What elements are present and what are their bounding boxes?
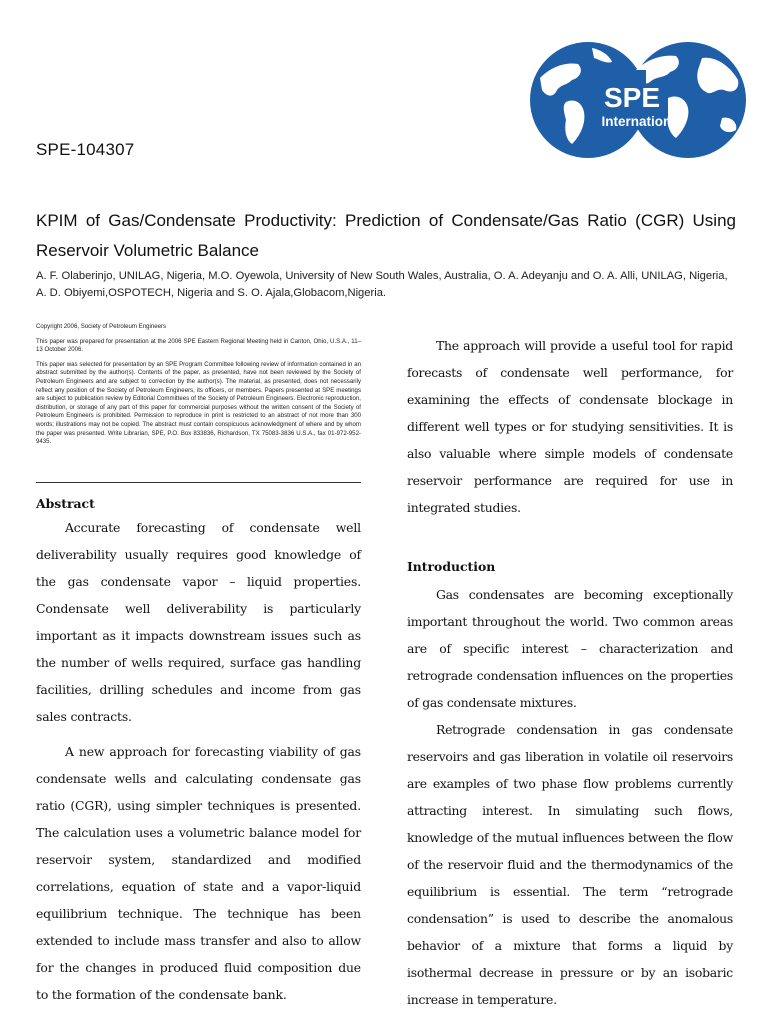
logo-international-text: International xyxy=(601,114,683,129)
abstract-paragraph-3: The approach will provide a useful tool for rapid forecasts of condensate well performance, for examining the effects of condensate blockage in different well types or for studying sensitivities. It is also valuable where simple models of condensate reservoir performance are required for use in integrated studies. xyxy=(407,338,733,515)
globe-logo-icon xyxy=(526,40,750,158)
abstract-paragraph-2: A new approach for forecasting viability of gas condensate wells and calculating condensate gas ratio (CGR), using simpler techniques is presented. The calculation uses a volumetric balance model for reservoir system, standardized and modified correlations, equation of state and a vapor-liquid equilibrium technique. The technique has been extended to include mass transfer and also to allow for the changes in produced fluid composition due to the formation of the condensate bank. xyxy=(36,744,361,1002)
logo-spe-text: SPE xyxy=(603,82,661,113)
spe-international-logo xyxy=(526,40,750,158)
copyright-divider xyxy=(36,482,361,483)
paper-authors: A. F. Olaberinjo, UNILAG, Nigeria, M.O. Oyewola, University of New South Wales, Australia, O. A. Adeyanju and O. A. Alli, UNILAG, Nigeria, A. D. Obiyemi,OSPOTECH, Nigeria and S. O. Ajala,Globacom,Nigeria. xyxy=(36,270,728,299)
copyright-prepared-text: This paper was prepared for presentation at the 2006 SPE Eastern Regional Meeting held in Canton, Ohio, U.S.A., 11–13 October 2006. xyxy=(36,337,361,354)
right-column xyxy=(407,332,733,1013)
copyright-selected-text: This paper was selected for presentation by an SPE Program Committee following review of information contained in an abstract submitted by the author(s). Contents of the paper, as presented, have not been reviewed by the Society of Petroleum Engineers and are subject to correction by the author(s). The material, as presented, does not necessarily reflect any position of the Society of Petroleum Engineers, its officers, or members. Papers presented at SPE meetings are subject to publication review by Editorial Committees of the Society of Petroleum Engineers. Electronic reproduction, distribution, or storage of any part of this paper for commercial purposes without the written consent of the Society of Petroleum Engineers is prohibited. Permission to reproduce in print is restricted to an abstract of not more than 300 words; illustrations may not be copied. The abstract must contain conspicuous acknowledgment of where and by whom the paper was presented. Write Librarian, SPE, P.O. Box 833836, Richardson, TX 75083-3836 U.S.A., fax 01-972-952-9435. xyxy=(36,360,361,446)
copyright-notice xyxy=(36,323,361,453)
abstract-paragraph-1: Accurate forecasting of condensate well deliverability usually requires good knowledge of the gas condensate vapor – liquid properties. Condensate well deliverability is particularly important as it impacts downstream issues such as the number of wells required, surface gas handling facilities, drilling schedules and income from gas sales contracts. xyxy=(36,520,361,724)
introduction-paragraph-2: Retrograde condensation in gas condensate reservoirs and gas liberation in volatile oil reservoirs are examples of two phase flow problems currently attracting interest. In simulating such flows, knowledge of the mutual influences between the flow of the reservoir fluid and the thermodynamics of the equilibrium is essential. The term “retrograde condensation” is used to describe the anomalous behavior of a mixture that forms a liquid by isothermal decrease in pressure or by an isobaric increase in temperature. xyxy=(407,722,733,1007)
paper-title: KPIM of Gas/Condensate Productivity: Prediction of Condensate/Gas Ratio (CGR) Using Reservoir Volumetric Balance xyxy=(36,211,736,260)
introduction-heading: Introduction xyxy=(407,559,496,574)
left-column xyxy=(36,494,361,1008)
paper-number: SPE-104307 xyxy=(36,140,135,159)
abstract-heading: Abstract xyxy=(36,496,95,511)
introduction-paragraph-1: Gas condensates are becoming exceptionally important throughout the world. Two common areas are of specific interest – characterization and retrograde condensation influences on the properties of gas condensate mixtures. xyxy=(407,587,733,710)
copyright-line: Copyright 2006, Society of Petroleum Engineers xyxy=(36,323,167,330)
